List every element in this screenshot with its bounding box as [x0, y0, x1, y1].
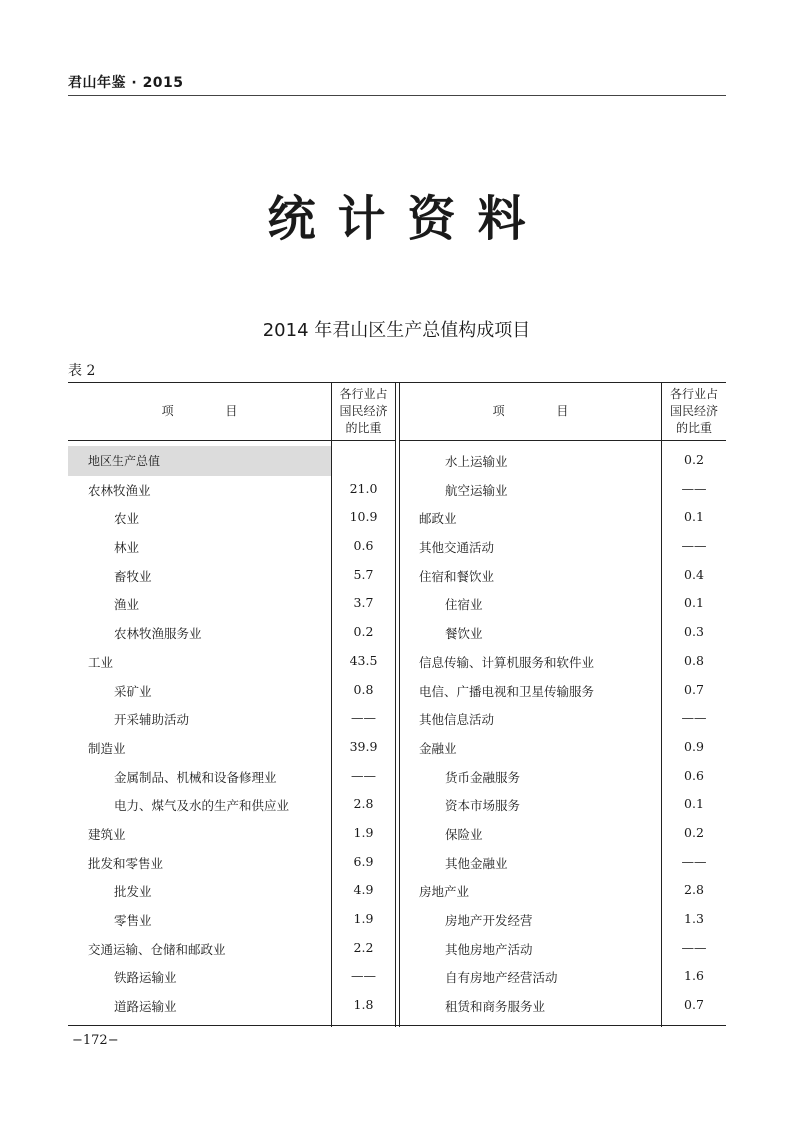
table-row: [68, 561, 395, 590]
table-row: [68, 790, 395, 819]
table-row: [399, 676, 726, 705]
row-label: 批发和零售业: [88, 855, 164, 871]
row-value: 4.9: [353, 882, 374, 898]
row-value: 0.7: [684, 997, 704, 1013]
row-value: 2.2: [353, 939, 374, 955]
row-label: 租赁和商务服务业: [445, 999, 546, 1015]
row-value: ——: [681, 480, 707, 496]
share-header-line: 国民经济: [669, 403, 718, 418]
table-row: [68, 819, 395, 848]
row-label: 其他金融业: [445, 855, 508, 871]
share-header-line: 的比重: [345, 420, 382, 435]
row-value: 1.8: [353, 997, 374, 1013]
row-value: 6.9: [353, 853, 374, 869]
row-label: 地区生产总值: [88, 454, 161, 468]
table-row: [68, 733, 395, 762]
table-row: [68, 618, 395, 647]
table-row: [68, 962, 395, 991]
table-row: [68, 848, 395, 877]
table-row: [68, 905, 395, 934]
right-rows: [399, 446, 726, 1020]
header-rule-right: [399, 440, 726, 441]
table-row: [68, 532, 395, 561]
row-label: 房地产业: [419, 884, 470, 900]
table-row: [399, 762, 726, 791]
row-value: ——: [681, 710, 707, 726]
table-row: [399, 561, 726, 590]
table-row: [68, 446, 395, 475]
table-row: [68, 762, 395, 791]
row-label: 电力、煤气及水的生产和供应业: [114, 798, 290, 814]
row-value: 0.6: [684, 767, 704, 783]
row-value: 1.9: [353, 824, 374, 840]
row-value: 10.9: [349, 509, 378, 525]
row-label: 渔业: [114, 597, 140, 613]
left-item-header: 项 目: [161, 403, 262, 418]
row-label: 航空运输业: [445, 482, 508, 498]
row-label: 邮政业: [419, 511, 457, 527]
table-row: [399, 503, 726, 532]
row-label: 制造业: [88, 740, 126, 756]
row-value: ——: [351, 710, 376, 726]
left-share-header: [332, 382, 395, 440]
table-row: [399, 991, 726, 1020]
row-label: 农林牧渔服务业: [114, 626, 202, 642]
running-head: 君山年鉴 · 2015: [68, 75, 184, 91]
table-label: 表 2: [68, 363, 96, 379]
table-row: [399, 618, 726, 647]
row-label: 餐饮业: [445, 626, 483, 642]
row-value: 0.1: [684, 595, 704, 611]
row-value: 0.9: [684, 738, 704, 754]
row-value: 0.8: [684, 652, 704, 668]
row-label: 零售业: [114, 913, 152, 928]
right-share-header: [662, 382, 726, 440]
row-label: 资本市场服务: [445, 798, 521, 814]
table-row: [399, 532, 726, 561]
row-value: ——: [351, 767, 376, 783]
table-row: [399, 589, 726, 618]
table-row: [68, 475, 395, 504]
share-header-line: 各行业占: [669, 386, 718, 401]
table-bottom-rule: [68, 1025, 726, 1026]
row-label: 自有房地产经营活动: [445, 970, 558, 986]
table-row: [68, 876, 395, 905]
row-label: 其他交通活动: [419, 540, 495, 556]
row-label: 建筑业: [88, 826, 126, 842]
section-title: 统计资料: [267, 191, 548, 247]
row-value: 39.9: [349, 738, 378, 754]
table-row: [399, 446, 726, 475]
left-rows: [68, 446, 395, 1020]
row-label: 住宿和餐饮业: [419, 568, 495, 584]
row-label: 货币金融服务: [445, 769, 521, 785]
row-label: 信息传输、计算机服务和软件业: [419, 654, 595, 670]
row-label: 农林牧渔业: [88, 482, 151, 498]
share-header-line: 各行业占: [339, 386, 388, 401]
row-label: 林业: [114, 540, 140, 556]
table-row: [399, 962, 726, 991]
table-row: [399, 733, 726, 762]
row-label: 金融业: [419, 740, 457, 756]
row-value: ——: [351, 968, 376, 984]
row-label: 农业: [114, 511, 140, 527]
table-row: [68, 704, 395, 733]
row-value: 2.8: [684, 882, 704, 898]
right-item-header: 项 目: [492, 403, 593, 418]
table-row: [399, 790, 726, 819]
row-value: 0.3: [684, 624, 704, 640]
row-value: ——: [681, 538, 707, 554]
table-row: [399, 934, 726, 963]
row-value: 21.0: [349, 480, 378, 496]
table-row: [68, 934, 395, 963]
row-value: 0.1: [684, 509, 704, 525]
row-value: ——: [681, 853, 707, 869]
row-label: 道路运输业: [114, 999, 177, 1015]
header-rule-left: [68, 440, 395, 441]
row-label: 其他信息活动: [419, 712, 495, 728]
row-label: 住宿业: [445, 597, 483, 613]
row-label: 畜牧业: [114, 568, 152, 584]
column-divider: [395, 382, 396, 1027]
row-label: 批发业: [114, 884, 152, 900]
row-value: 1.9: [353, 911, 374, 926]
row-value: 5.7: [353, 566, 374, 582]
share-header-line: 国民经济: [339, 403, 388, 418]
row-label: 开采辅助活动: [114, 712, 190, 728]
row-value: 0.2: [684, 452, 704, 467]
table-row: [399, 819, 726, 848]
row-label: 采矿业: [114, 683, 152, 699]
row-label: 工业: [88, 654, 114, 670]
share-header-line: 的比重: [675, 420, 712, 435]
table-row: [68, 503, 395, 532]
header-rule: [68, 95, 726, 96]
page-number: −172−: [72, 1033, 119, 1048]
row-value: 0.1: [684, 796, 704, 812]
row-value: 0.2: [353, 624, 374, 640]
table-row: [399, 647, 726, 676]
table-row: [68, 647, 395, 676]
row-label: 水上运输业: [445, 454, 508, 469]
table-row: [68, 589, 395, 618]
row-label: 保险业: [445, 826, 483, 842]
row-label: 房地产开发经营: [445, 913, 533, 928]
table-row: [399, 475, 726, 504]
row-value: 0.7: [684, 681, 704, 697]
row-label: 电信、广播电视和卫星传输服务: [419, 683, 595, 699]
row-value: 0.4: [684, 566, 704, 582]
row-value: 2.8: [353, 796, 374, 812]
table-row: [399, 848, 726, 877]
table-row: [399, 704, 726, 733]
row-label: 交通运输、仓储和邮政业: [88, 941, 226, 957]
table-title: 2014 年君山区生产总值构成项目: [262, 320, 531, 341]
table-row: [68, 676, 395, 705]
table-row: [68, 991, 395, 1020]
row-value: 0.6: [353, 538, 374, 554]
row-value: 1.6: [684, 968, 704, 984]
row-value: ——: [681, 939, 707, 955]
row-label: 其他房地产活动: [445, 941, 533, 957]
table-row: [399, 876, 726, 905]
row-value: 1.3: [684, 911, 704, 926]
table-row: [399, 905, 726, 934]
row-value: 3.7: [353, 595, 374, 611]
statistics-table: [68, 382, 726, 1027]
row-label: 铁路运输业: [114, 970, 177, 986]
row-value: 43.5: [349, 652, 378, 668]
row-value: 0.8: [353, 681, 374, 697]
row-label: 金属制品、机械和设备修理业: [114, 769, 277, 785]
row-value: 0.2: [684, 824, 704, 840]
